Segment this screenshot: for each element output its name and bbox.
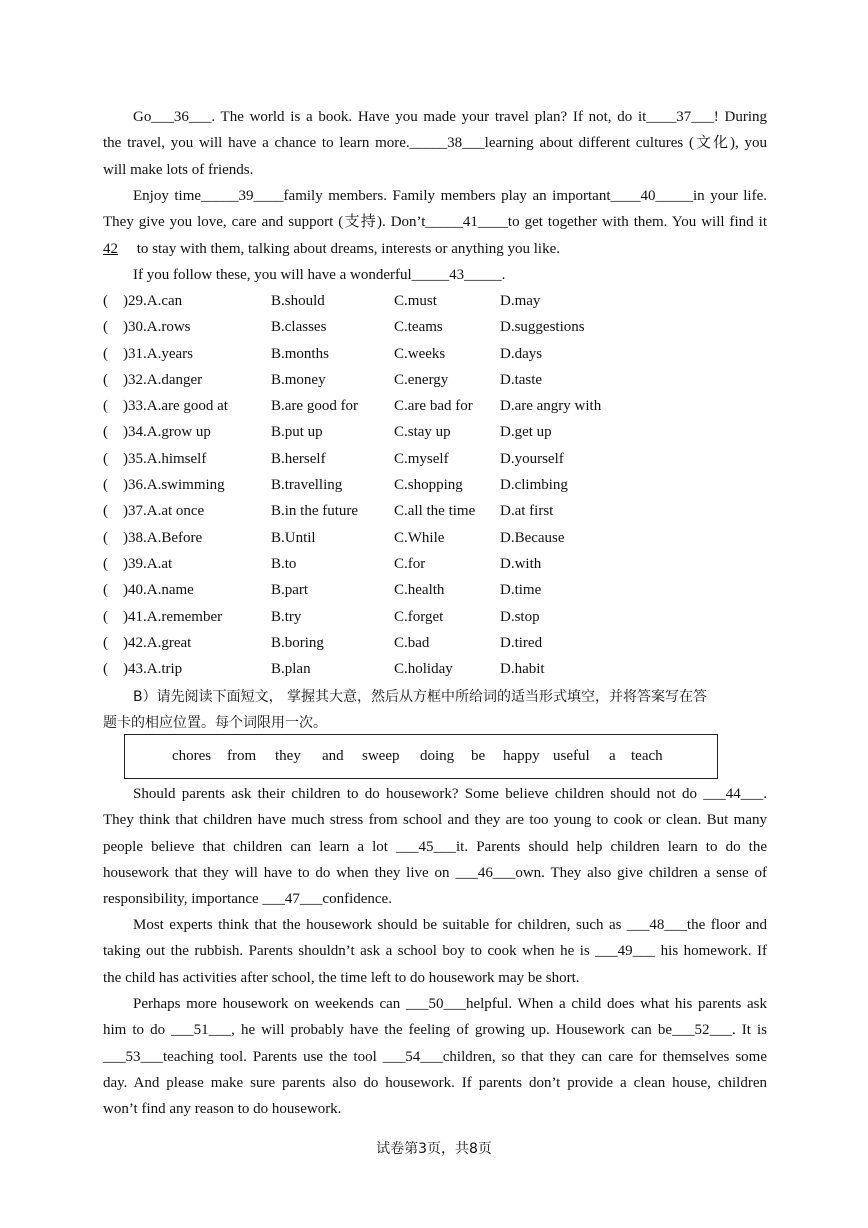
passage-a-paragraph-1 [103,104,767,183]
option-a: )32.A.danger [123,371,203,388]
text-line: They give you love, care and support (支持). Don’t_____41____to get together with them. You will find it [103,214,767,231]
option-b: B.money [271,371,326,388]
question-row [103,630,703,656]
word-option: happy [503,748,540,764]
option-a: )31.A.years [123,345,193,362]
option-d: D.tired [500,634,543,651]
option-a: )38.A.Before [123,529,203,546]
word-option: teach [631,748,663,764]
option-d: D.taste [500,371,543,388]
section-b-instruction [103,684,767,736]
word-option: useful [553,748,590,764]
text-line: Perhaps more housework on weekends can ___50___helpful. When a child does what his parents ask [133,996,767,1012]
option-a: )43.A.trip [123,661,183,678]
passage-b-paragraph-1 [103,781,767,912]
option-b: B.part [271,582,309,599]
option-c: C.bad [394,634,430,651]
option-a: )42.A.great [123,634,192,651]
word-option: they [275,748,301,764]
passage-b-paragraph-2 [103,912,767,991]
text-line: the child has activities after school, the time left to do housework may be short. [103,969,580,986]
option-c: C.energy [394,371,449,388]
question-row [103,577,703,603]
option-c: C.all the time [394,503,476,520]
option-c: C.weeks [394,345,446,362]
text-line: will make lots of friends. [103,161,254,178]
word-option: sweep [362,748,400,764]
question-row [103,367,703,393]
option-b: B.months [271,345,329,362]
option-d: D.get up [500,424,552,441]
option-a: )33.A.are good at [123,398,228,415]
option-c: C.are bad for [394,398,473,415]
answer-bracket: ( [103,293,108,309]
question-row [103,341,703,367]
option-d: D.habit [500,661,545,678]
option-a: )34.A.grow up [123,424,211,441]
option-c: C.stay up [394,424,451,441]
option-d: D.may [500,293,541,309]
answer-bracket: ( [103,345,108,362]
text-line: They think that children have much stress from school and they are too young to cook or clean. But many [103,812,767,829]
text-line: taking out the rubbish. Parents shouldn’t ask a school boy to cook when he is ___49___ his homework. If [103,943,767,960]
option-a: )37.A.at once [123,503,205,520]
question-row [103,472,703,498]
answer-bracket: ( [103,398,108,415]
option-c: C.shopping [394,477,463,494]
option-c: C.forget [394,608,444,625]
option-d: D.Because [500,529,565,546]
text-line: housework that they will have to do when they live on ___46___own. They also give children a sense of [103,864,767,881]
option-d: D.yourself [500,450,564,467]
answer-bracket: ( [103,319,108,336]
text-line: ___53___teaching tool. Parents use the tool ___54___children, so that they can care for themselves some [103,1048,767,1065]
option-d: D.days [500,345,543,362]
option-a: )36.A.swimming [123,477,225,494]
instruction-line: 题卡的相应位置。每个词限用一次。 [103,715,327,731]
word-option: and [322,748,344,764]
option-c: C.teams [394,319,443,336]
option-d: D.stop [500,608,540,625]
option-c: C.must [394,293,437,309]
question-row [103,498,703,524]
option-c: C.holiday [394,661,453,678]
option-b: B.herself [271,450,326,467]
answer-bracket: ( [103,555,108,572]
answer-bracket: ( [103,582,108,599]
passage-a-paragraph-3 [103,262,767,288]
blank-42: 42 [103,240,118,257]
option-b: B.try [271,608,302,625]
word-option: be [471,748,486,764]
text-line [103,236,767,262]
option-c: C.myself [394,450,449,467]
word-option: doing [420,748,455,764]
option-b: B.to [271,555,297,572]
answer-bracket: ( [103,503,108,520]
text-line: people believe that children can learn a lot ___45___it. Parents should help children learn to do the [103,838,767,855]
question-row [103,393,703,419]
answer-bracket: ( [103,529,108,546]
word-option: from [227,748,257,764]
text-line: If you follow these, you will have a wonderful_____43_____. [133,267,506,283]
passage-a-paragraph-2 [103,183,767,262]
answer-bracket: ( [103,371,108,388]
text-line: responsibility, importance ___47___confidence. [103,891,392,908]
option-b: B.boring [271,634,324,651]
instruction-line: B）请先阅读下面短文， 掌握其大意，然后从方框中所给词的适当形式填空，并将答案写在答 [133,689,708,705]
option-b: B.travelling [271,477,343,494]
option-c: C.While [394,529,445,546]
answer-bracket: ( [103,450,108,467]
option-b: B.put up [271,424,323,441]
option-d: D.suggestions [500,319,585,336]
answer-bracket: ( [103,661,108,678]
word-option: chores [172,748,212,764]
question-row [103,288,703,314]
word-option: a [609,748,616,764]
option-a: )29.A.can [123,293,183,309]
text-line: won’t find any reason to do housework. [103,1101,342,1118]
option-b: B.in the future [271,503,359,520]
text-line: Most experts think that the housework should be suitable for children, such as ___48___the floor and [133,917,767,933]
question-row [103,525,703,551]
text-line: day. And please make sure parents also do housework. If parents don’t provide a clean house, children [103,1074,767,1091]
text-line: the travel, you will have a chance to learn more._____38___learning about different cultures (文化), you [103,135,767,152]
option-d: D.climbing [500,477,568,494]
option-c: C.for [394,555,426,572]
option-d: D.with [500,555,542,572]
text-line: Enjoy time_____39____family members. Family members play an important____40_____in your life. [133,188,767,204]
option-b: B.classes [271,319,327,336]
option-d: D.time [500,582,542,599]
text-line: Should parents ask their children to do housework? Some believe children should not do ___44___. [133,786,767,802]
question-row [103,551,703,577]
option-a: )30.A.rows [123,319,191,336]
option-a: )39.A.at [123,555,173,572]
option-c: C.health [394,582,445,599]
text-line: Go___36___. The world is a book. Have you made your travel plan? If not, do it____37___! During [133,109,767,125]
question-row [103,314,703,340]
question-row [103,656,703,682]
text-fragment: to stay with them, talking about dreams, interests or anything you like. [136,240,561,257]
option-b: B.plan [271,661,311,678]
option-b: B.Until [271,529,316,546]
option-b: B.should [271,293,325,309]
option-d: D.at first [500,503,554,520]
question-row [103,604,703,630]
question-list [103,288,703,682]
option-d: D.are angry with [500,398,602,415]
question-row [103,446,703,472]
answer-bracket: ( [103,424,108,441]
option-b: B.are good for [271,398,359,415]
question-row [103,419,703,445]
answer-bracket: ( [103,634,108,651]
option-a: )35.A.himself [123,450,207,467]
option-a: )40.A.name [123,582,194,599]
text-line: him to do ___51___, he will probably have the feeling of growing up. Housework can be___52___. It is [103,1022,767,1039]
word-box [124,734,718,779]
answer-bracket: ( [103,477,108,494]
passage-b-paragraph-3 [103,991,767,1122]
option-a: )41.A.remember [123,608,223,625]
answer-bracket: ( [103,608,108,625]
page-footer: 试卷第3页，共8页 [376,1141,492,1157]
